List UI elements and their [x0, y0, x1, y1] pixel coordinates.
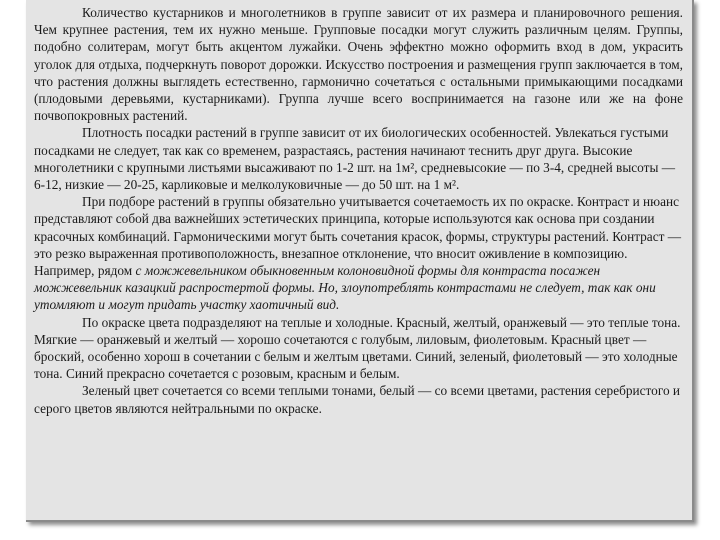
paragraph-3 — [34, 193, 683, 313]
paragraph-2: Плотность посадки растений в группе зависит от их биологических особенностей. Увлекаться густыми посадками не следует, так как со временем, разрастаясь, растения начинают теснить друг друга. Высокие многолетники с крупными листьями высаживают по 1-2 шт. на 1м², средневысокие — по 3-4, средней высоты — 6-12, низкие — 20-25, карликовые и мелколуковичные — до 50 шт. на 1 м². — [34, 125, 675, 193]
document-sheet — [26, 0, 694, 522]
document-text — [34, 4, 683, 417]
paragraph-1: Количество кустарников и многолетников в группе зависит от их размера и планировочного решения. Чем крупнее растения, тем их нужно меньше. Групповые посадки могут служить различным целям. Группы, подобно солитерам, могут быть акцентом лужайки. Очень эффектно можно оформить вход в дом, украсить уголок для отдыха, подчеркнуть поворот дорожки. Искусство построения и размещения групп заключается в том, что растения должны выглядеть естественно, гармонично сочетаться с остальными примыкающими посадками (плодовыми деревьями, кустарниками). Группа лучше всего воспринимается на газоне или же на фоне почвопокровных растений. — [34, 5, 683, 124]
paragraph-4: По окраске цвета подразделяют на теплые и холодные. Красный, желтый, оранжевый — это теплые тона. Мягкие — оранжевый и желтый — хорошо сочетаются с голубым, лиловым, фиолетовым. Красный цвет — броский, особенно хорош в сочетании с белым и желтым цветами. Синий, зеленый, фиолетовый — это холодные тона. Синий прекрасно сочетается с розовым, красным и белым. — [34, 314, 681, 382]
paragraph-3-text: При подборе растений в группы обязательно учитывается сочетаемость их по окраске. Контраст и нюанс представляют собой два важнейших эстетических принципа, которые используются как основа при создании красочных комбинаций. Гармоническими могут быть сочетания красок, формы, структуры растений. Контраст — это резко выраженная противоположность, внезапное отклонение, что вносит оживление в композицию. Например, рядом — [34, 194, 682, 279]
paragraph-3-italic: с можжевельником обыкновенным колоновидной формы для контраста посажен можжевельник казацкий распростертой формы. Но, злоупотреблять контрастами не следует, так как они утомляют и могут придать участку хаотичный вид. — [34, 263, 656, 313]
paragraph-5: Зеленый цвет сочетается со всеми теплыми тонами, белый — со всеми цветами, растения серебристого и серого цветов являются нейтральными по окраске. — [34, 383, 681, 416]
